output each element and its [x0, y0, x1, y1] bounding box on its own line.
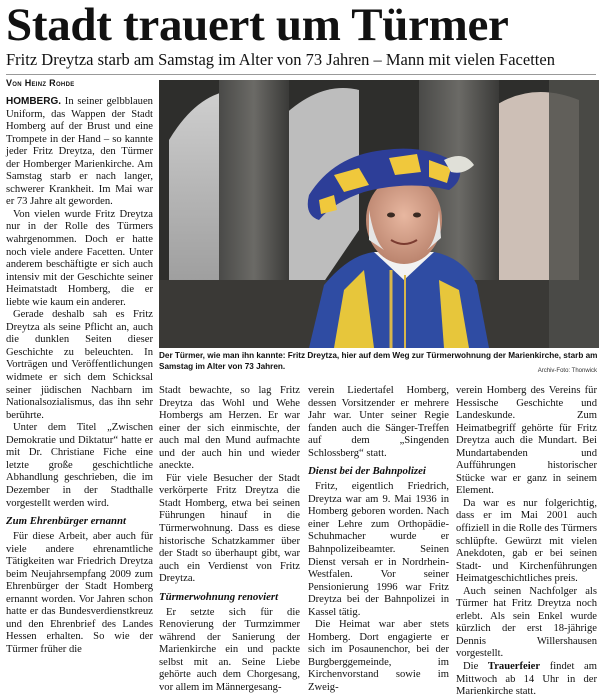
paragraph: Auch seinen Nachfolger als Türmer hat Fritz Dreytza noch erlebt. Als sein Enkel wurde kürzlich der erst 18-jährige Dennis Willershausen vorgestellt.	[456, 585, 597, 660]
paragraph: Für viele Besucher der Stadt verkörperte Fritz Dreytza die Stadt Homberg, etwa bei seinen Führungen hinauf in die Türmerwohnung. Dass es diese historische Schatzkammer über der Stadt so überhaupt gibt, war auch ein Verdienst von Fritz Dreytza.	[159, 472, 300, 585]
paragraph: Von vielen wurde Fritz Dreytza nur in der Rolle des Türmers wahrgenommen. Doch er hatte noch viele andere Facetten. Unter anderem beschäftigte er sich auch intensiv mit der Geschichte seiner Heimatstadt Homberg, die er liebte wie kaum ein anderer.	[6, 208, 153, 308]
article-column-3	[308, 385, 449, 695]
paragraph-text: findet am Mittwoch ab 14 Uhr in der Marienkirche statt.	[456, 661, 597, 698]
bold-term: Trauerfeier	[487, 661, 541, 673]
byline: Von Heinz Rohde	[6, 78, 75, 88]
article-column-2	[159, 385, 300, 695]
paragraph: verein Liedertafel Homberg, dessen Vorsitzender er mehrere Jahr war. Unter seiner Regie fanden auch die Sänger-Treffen auf dem „Singenden Schlossberg“ statt.	[308, 385, 449, 459]
divider-rule	[6, 74, 596, 75]
paragraph-text: Die	[463, 661, 479, 673]
paragraph: Für diese Arbeit, aber auch für viele andere ehrenamtliche Tätigkeiten war Friedrich Dreytza beim Neujahrsempfang 2009 zum Ehrenbürger der Stadt Homberg ernannt worden. Vor Jahren schon hatte er das Bundesverdienstkreuz und den Ehrenbrief des Landes Hessen erhalten. So wie der Türmer früher die	[6, 531, 153, 655]
dateline: HOMBERG.	[6, 96, 61, 107]
subheadline: Fritz Dreytza starb am Samstag im Alter von 73 Jahren – Mann mit vielen Facetten	[6, 50, 555, 69]
paragraph: Gerade deshalb sah es Fritz Dreytza als seine Pflicht an, auch die dunklen Seiten dieser Geschichte zu beleuchten. In Vorträgen und Veröffentlichungen widmete er sich dem Schicksal seiner jüdischen Nachbarn im Nationalsozialismus, das ihn sehr berührte.	[6, 309, 153, 421]
photo-credit: Archiv-Foto: Thonwick	[537, 368, 597, 374]
section-heading: Türmerwohnung renoviert	[159, 590, 279, 603]
article-photo	[159, 80, 599, 348]
section-heading: Dienst bei der Bahnpolizei	[308, 465, 426, 478]
paragraph	[456, 661, 597, 699]
paragraph: verein Homberg des Vereins für Hessische Geschichte und Landeskunde. Zum Heimatbegriff gehörte für Fritz Dreytza auch die Mundart. Bei Mundartabenden und Aufführungen historischer Stücke war er ganz in seinem Element.	[456, 385, 597, 497]
paragraph: Unter dem Titel „Zwischen Demokratie und Diktatur“ hatte er mit Dr. Christiane Fiche eine letzte große geschichtliche Abhandlung geschrieben, die im Dezember in der Stadthalle vorgestellt werden wird.	[6, 422, 153, 509]
paragraph-text: In seiner gelbblauen Uniform, das Wappen der Stadt Homberg auf der Brust und eine Trompete in der Hand – so kannte jeder Fritz Dreytza, den Türmer der Homberger Marienkirche. Am Samstag starb er nach langer, schwerer Krankheit. Im Mai war er 73 Jahre alt geworden.	[6, 96, 153, 208]
paragraph: Stadt bewachte, so lag Fritz Dreytza das Wohl und Wehe Hombergs am Herzen. Er war einer der sich einmischte, der auch mal den Mund aufmachte und der auch hin und wieder aneckte.	[159, 385, 300, 472]
photo-caption: Der Türmer, wie man ihn kannte: Fritz Dreytza, hier auf dem Weg zur Türmerwohnung der Marienkirche, starb am Samstag im Alter von 73 Jahren.	[159, 351, 598, 371]
article-column-1	[6, 96, 153, 657]
section-heading: Zum Ehrenbürger ernannt	[6, 515, 127, 528]
paragraph: Er setzte sich für die Renovierung der Turmzimmer während der Sanierung der Marienkirche ein und packte selbst mit an. Seine Liebe gehörte auch dem Chorgesang, vor allem im Männergesang-	[159, 606, 300, 694]
paragraph: Die Heimat war aber stets Homberg. Dort engagierte er sich im Posaunenchor, bei der Burgberggemeinde, im Kirchenvorstand sowie im Zweig-	[308, 619, 449, 694]
paragraph	[6, 96, 153, 209]
headline: Stadt trauert um Türmer	[6, 0, 509, 51]
paragraph: Fritz, eigentlich Friedrich, Dreytza war am 9. Mai 1936 in Homberg geboren worden. Nach einer Lehre zum Orthopädie-Schuhmacher wurde er Bahnpolizeibeamter. Seinen Dienst versah er in Nordrhein-Westfalen. Vor seiner Pensionierung 1996 war Fritz Dreytza bei der Bahnpolizei in Kassel tätig.	[308, 481, 449, 618]
photo-illustration	[159, 80, 599, 348]
article-column-4	[456, 385, 597, 699]
paragraph: Da war es nur folgerichtig, dass er im Mai 2001 auch offiziell in die Rolle des Türmers schlüpfte. Gewürzt mit vielen Anekdoten, gab er bei seinen Stadt- und Kirchenführungen Heimatgeschichtliches preis.	[456, 497, 597, 585]
